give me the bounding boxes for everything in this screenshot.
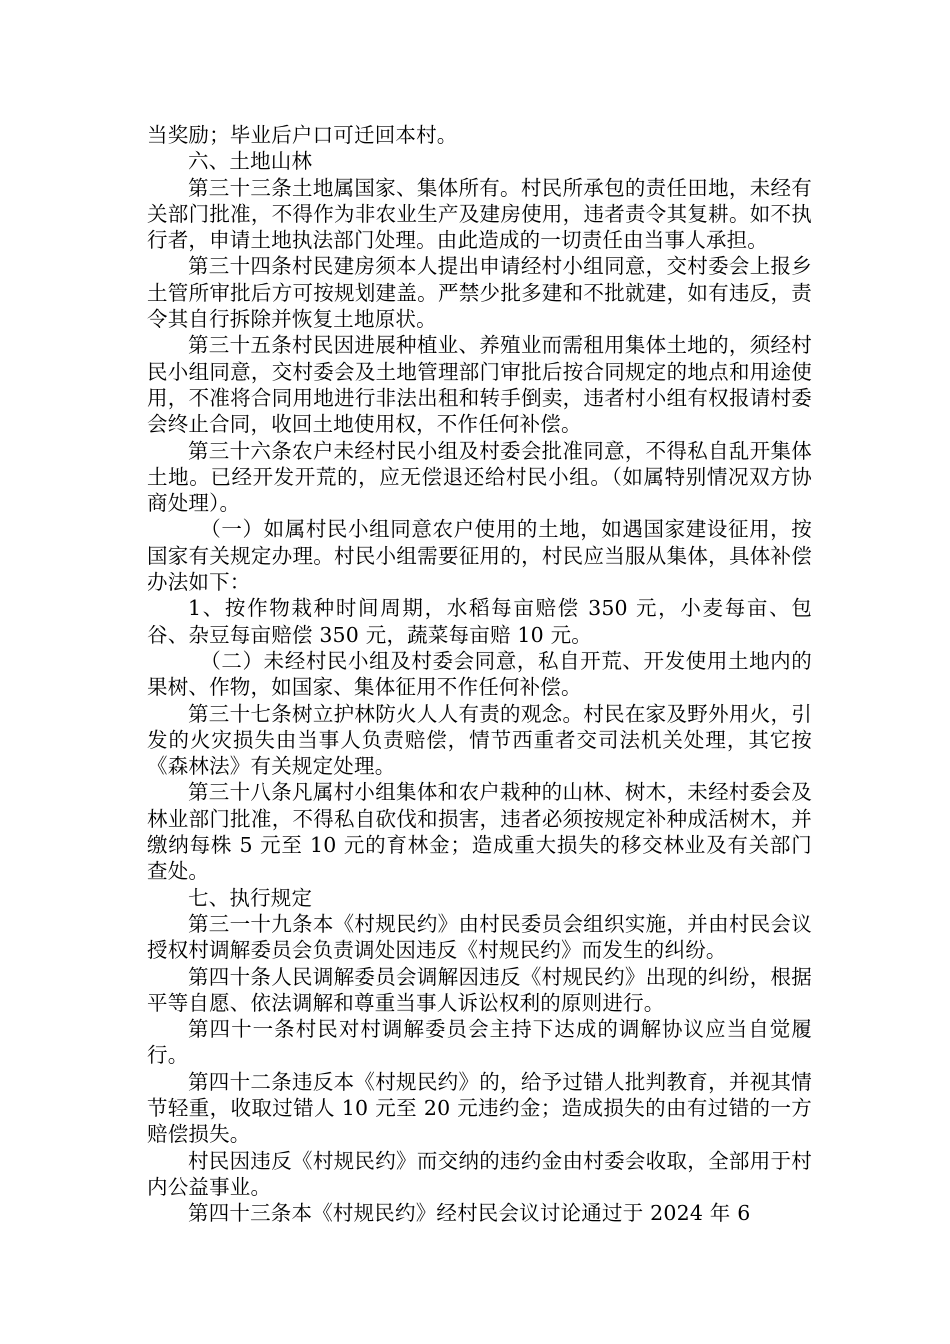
article-40: 第四十条人民调解委员会调解因违反《村规民约》出现的纠纷，根据平等自愿、依法调解和尊重当事人诉讼权利的原则进行。 [147, 964, 812, 1015]
article-39: 第三一十九条本《村规民约》由村民委员会组织实施，并由村民会议授权村调解委员会负责调处因违反《村规民约》而发生的纠纷。 [147, 911, 812, 963]
article-35: 第三十五条村民因进展种植业、养殖业而需租用集体土地的，须经村民小组同意，交村委会及土地管理部门审批后按合同规定的地点和用途使用，不准将合同用地进行非法出租和转手倒卖，违者村小组有权报请村委会终止合同，收回土地使用权，不作任何补偿。 [147, 333, 812, 437]
article-33: 第三十三条土地属国家、集体所有。村民所承包的责任田地，未经有关部门批准，不得作为非农业生产及建房使用，违者责令其复耕。如不执行者，申请土地执法部门处理。由此造成的一切责任由当事人承担。 [147, 175, 812, 253]
article-36: 第三十六条农户未经村民小组及村委会批准同意，不得私自乱开集体土地。已经开发开荒的，应无偿退还给村民小组。（如属特别情况双方协商处理）。 [147, 438, 812, 516]
article-42-penalty-use: 村民因违反《村规民约》而交纳的违约金由村委会收取，全部用于村内公益事业。 [147, 1148, 812, 1199]
article-36-item-1: （一）如属村民小组同意农户使用的土地，如遇国家建设征用，按国家有关规定办理。村民小组需要征用的，村民应当服从集体，具体补偿办法如下： [147, 517, 812, 595]
article-43: 第四十三条本《村规民约》经村民会议讨论通过于 2024 年 6 [188, 1201, 751, 1226]
section-heading-execution: 七、执行规定 [188, 885, 313, 910]
article-36-item-2: （二）未经村民小组及村委会同意，私自开荒、开发使用土地内的果树、作物，如国家、集体征用不作任何补偿。 [147, 648, 812, 700]
article-36-item-1-sub-1: 1、按作物栽种时间周期，水稻每亩赔偿 350 元，小麦每亩、包谷、杂豆每亩赔偿 350 元，蔬菜每亩赔 10 元。 [147, 596, 812, 647]
document-body [147, 122, 812, 1226]
article-42: 第四十二条违反本《村规民约》的，给予过错人批判教育，并视其情节轻重，收取过错人 10 元至 20 元违约金；造成损失的由有过错的一方赔偿损失。 [147, 1069, 812, 1147]
article-34: 第三十四条村民建房须本人提出申请经村小组同意，交村委会上报乡土管所审批后方可按规划建盖。严禁少批多建和不批就建，如有违反，责令其自行拆除并恢复土地原状。 [147, 254, 812, 332]
article-37: 第三十七条树立护林防火人人有责的观念。村民在家及野外用火，引发的火灾损失由当事人负责赔偿，情节西重者交司法机关处理，其它按《森林法》有关规定处理。 [147, 701, 812, 779]
article-41: 第四十一条村民对村调解委员会主持下达成的调解协议应当自觉履行。 [147, 1017, 812, 1068]
article-38: 第三十八条凡属村小组集体和农户栽种的山林、树木，未经村委会及林业部门批准，不得私自砍伐和损害，违者必须按规定补种成活树木，并缴纳每株 5 元至 10 元的育林金；造成重大损失的移交林业及有关部门查处。 [147, 780, 812, 884]
section-heading-land-forest: 六、土地山林 [188, 149, 313, 174]
paragraph-continuation: 当奖励；毕业后户口可迁回本村。 [147, 123, 458, 147]
